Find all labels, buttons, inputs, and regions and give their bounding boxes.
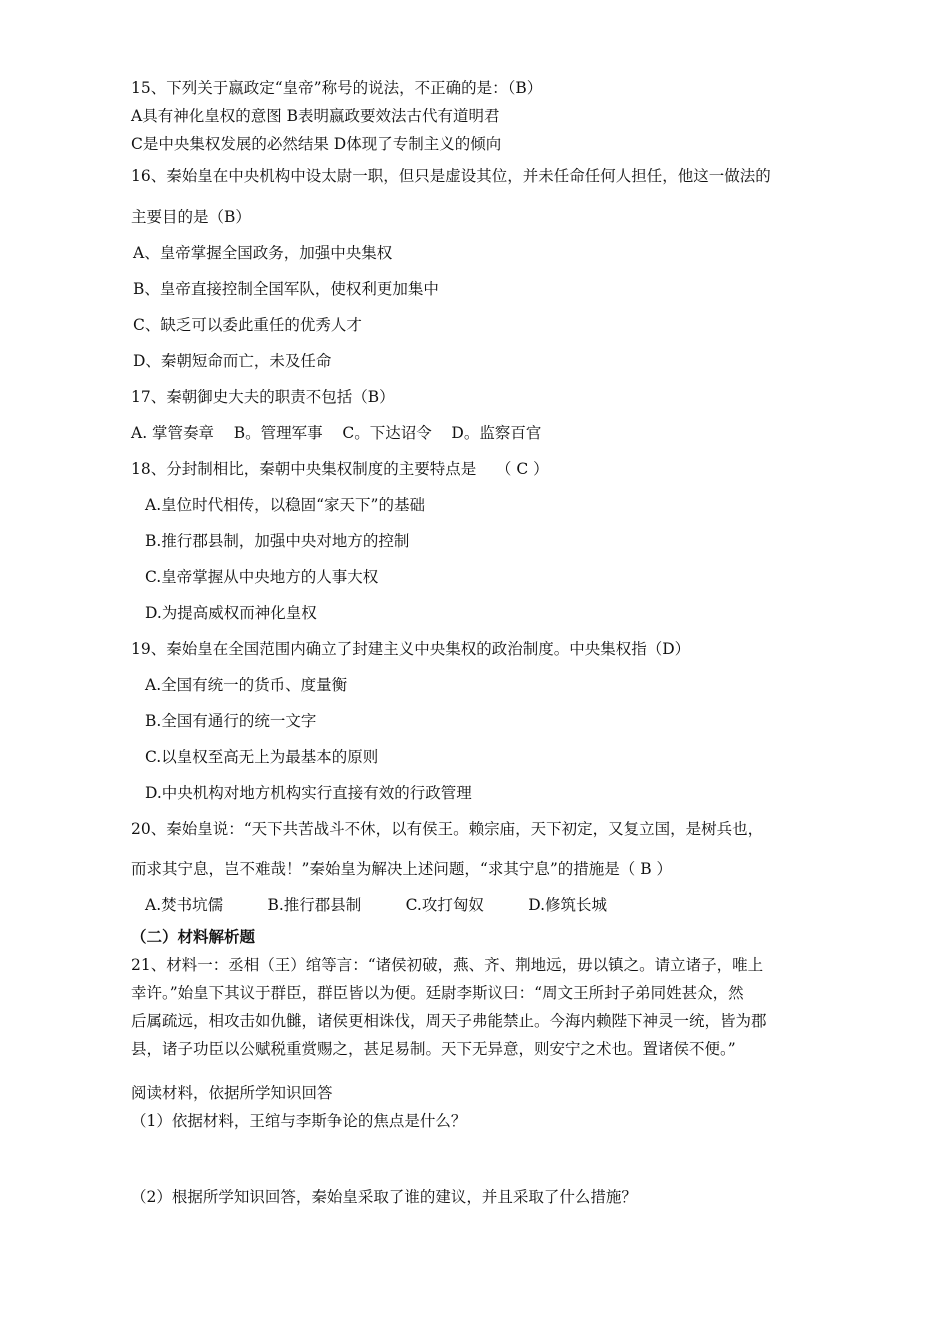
q21-material-line2: 幸许。”始皇下其议于群臣，群臣皆以为便。廷尉李斯议曰：“周文王所封子弟同姓甚众，然 [131,984,744,1002]
section-heading: （二）材料解析题 [131,927,256,946]
q21-sub-question-1: （1）依据材料，王绾与李斯争论的焦点是什么？ [131,1112,467,1130]
q16-stem-line1: 16、秦始皇在中央机构中设太尉一职，但只是虚设其位，并未任命任何人担任，他这一做法的 [131,167,771,185]
q21-sub-question-2: （2）根据所学知识回答，秦始皇采取了谁的建议，并且采取了什么措施？ [131,1188,637,1206]
q21-material-line4: 县，诸子功臣以公赋税重赏赐之，甚足易制。天下无异意，则安宁之术也。置诸侯不便。” [131,1040,736,1058]
q16-option-c: C、缺乏可以委此重任的优秀人才 [133,316,362,334]
q19-option-b: B.全国有通行的统一文字 [145,712,317,730]
q17-options: A. 掌管奏章 B。管理军事 C。下达诏令 D。监察百官 [131,424,542,442]
q20-stem-line1: 20、秦始皇说：“天下共苦战斗不休，以有侯王。赖宗庙，天下初定，又复立国，是树兵也， [131,820,764,838]
q15-stem: 15、下列关于嬴政定“皇帝”称号的说法，不正确的是：（B） [131,79,543,97]
q18-stem: 18、分封制相比，秦朝中央集权制度的主要特点是 （ C ） [131,460,549,478]
q16-option-a: A、皇帝掌握全国政务，加强中央集权 [133,244,393,262]
q19-option-d: D.中央机构对地方机构实行直接有效的行政管理 [145,784,472,802]
q19-option-c: C.以皇权至高无上为最基本的原则 [145,748,379,766]
q20-options: A.焚书坑儒 B.推行郡县制 C.攻打匈奴 D.修筑长城 [145,896,608,914]
q19-stem: 19、秦始皇在全国范围内确立了封建主义中央集权的政治制度。中央集权指（D） [131,640,691,658]
q17-stem: 17、秦朝御史大夫的职责不包括（B） [131,388,395,406]
q18-option-c: C.皇帝掌握从中央地方的人事大权 [145,568,379,586]
q16-option-d: D、秦朝短命而亡，未及任命 [133,352,332,370]
q21-material-line1: 21、材料一：丞相（王）绾等言：“诸侯初破，燕、齐、荆地远，毋以镇之。请立诸子，唯上 [131,956,764,974]
q16-option-b: B、皇帝直接控制全国军队，使权利更加集中 [133,280,439,298]
q21-instruction: 阅读材料，依据所学知识回答 [131,1084,333,1102]
q19-option-a: A.全国有统一的货币、度量衡 [145,676,348,694]
q15-options-cd: C是中央集权发展的必然结果 D体现了专制主义的倾向 [131,135,502,153]
q18-option-d: D.为提高威权而神化皇权 [145,604,317,622]
q20-stem-line2: 而求其宁息，岂不难哉！”秦始皇为解决上述问题，“求其宁息”的措施是（ B ） [131,860,673,878]
q16-stem-line2: 主要目的是（B） [131,208,251,226]
q18-option-b: B.推行郡县制，加强中央对地方的控制 [145,532,410,550]
q18-option-a: A.皇位时代相传，以稳固“家天下”的基础 [145,496,425,514]
q21-material-line3: 后属疏远，相攻击如仇雠，诸侯更相诛伐，周天子弗能禁止。今海内赖陛下神灵一统，皆为郡 [131,1012,767,1030]
q15-options-ab: A具有神化皇权的意图 B表明嬴政要效法古代有道明君 [131,107,500,125]
